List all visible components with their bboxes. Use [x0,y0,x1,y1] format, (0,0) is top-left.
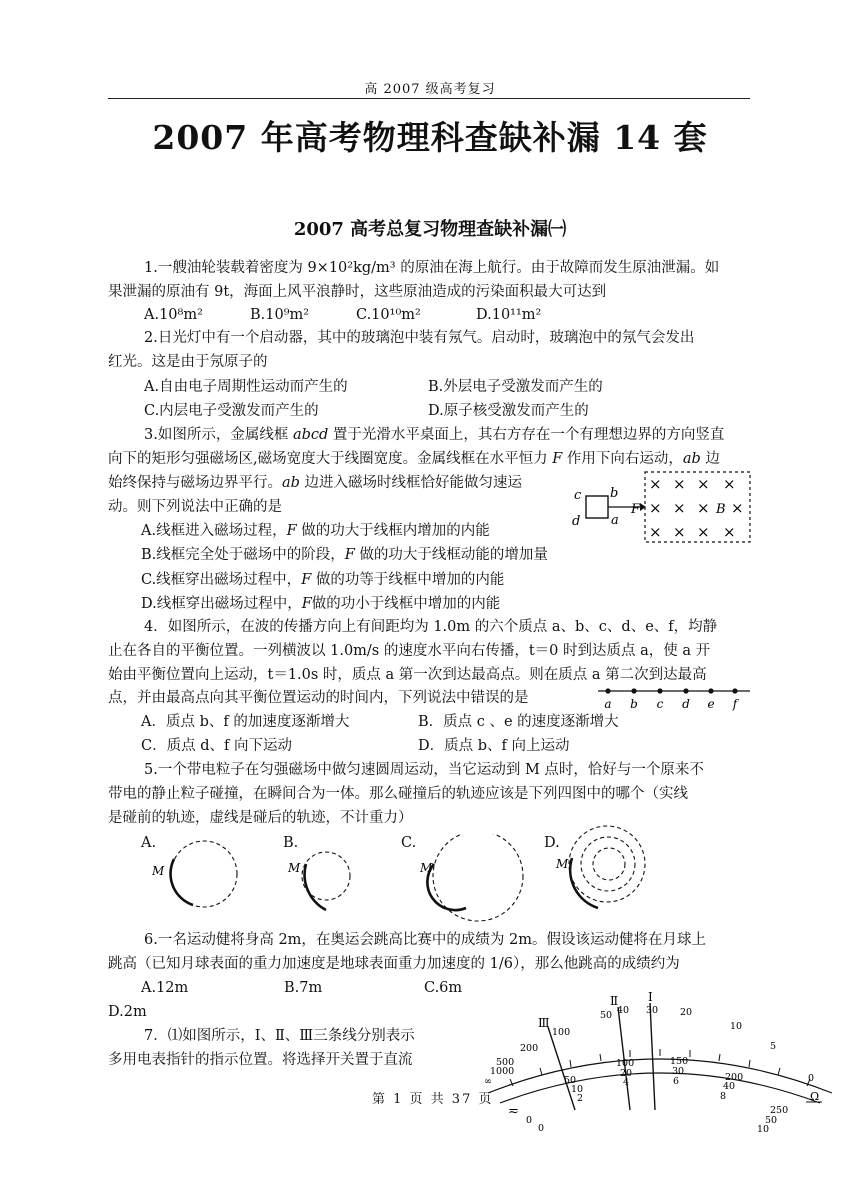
q4-line-4: 点，并由最高点向其平衡位置运动的时间内，下列说法中错误的是 [108,690,529,706]
q2-option-c: C.内层电子受激发而产生的 [144,403,319,419]
q3-option-c: C.线框穿出磁场过程中，F 做的功等于线框中增加的内能 [141,572,505,588]
q1-option-c: C.10¹⁰m² [356,307,421,323]
multimeter-dial-figure [480,985,840,1135]
header-divider [108,98,750,99]
svg-text:4: 4 [623,1077,630,1088]
svg-text:×: × [697,523,710,541]
field-crosses [649,475,744,541]
svg-text:10: 10 [571,1084,584,1095]
svg-text:×: × [723,475,736,493]
svg-text:200: 200 [520,1043,539,1054]
svg-text:×: × [673,523,686,541]
svg-text:40: 40 [617,1005,630,1016]
q6-line-2: 跳高（已知月球表面的重力加速度是地球表面重力加速度的 1/6），那么他跳高的成绩约为 [108,956,680,972]
q4-line-1: 4．如图所示，在波的传播方向上有间距均为 1.0m 的六个质点 a、b、c、d、e、f，均静 [144,619,718,635]
q5-label-c: C. [401,835,417,851]
document-title: 2007 年高考物理科查缺补漏 14 套 [152,118,708,157]
q6-line-1: 6.一名运动健将身高 2m，在奥运会跳高比赛中的成绩为 2m。假设该运动健将在月球上 [144,932,706,948]
svg-text:×: × [731,499,744,517]
svg-text:100: 100 [616,1058,635,1069]
ohm-scale-labels [484,1005,814,1087]
q7-line-2: 多用电表指针的指示位置。将选择开关置于直流 [108,1052,413,1068]
post-collision-path-inner [593,848,625,880]
q2-option-a: A.自由电子周期性运动而产生的 [144,379,348,395]
svg-text:b: b [630,697,638,711]
scale-ticks [510,1049,810,1086]
section-title: 2007 高考总复习物理查缺补漏㈠ [293,219,567,240]
svg-text:50: 50 [564,1075,577,1086]
svg-text:20: 20 [620,1068,633,1079]
point-M: M [152,864,165,878]
svg-text:×: × [649,499,662,517]
pointer-label-I: Ⅰ [648,990,653,1004]
svg-text:500: 500 [496,1057,515,1068]
q5-figure-d [550,818,646,914]
q5-figure-c [418,834,528,922]
q1-option-b: B.10⁹m² [250,307,310,323]
svg-text:200: 200 [725,1072,744,1083]
label-c: c [574,488,582,503]
pre-collision-path [427,864,466,910]
svg-text:×: × [673,499,686,517]
q6-option-a: A.12m [141,980,189,996]
svg-text:10: 10 [757,1124,770,1135]
q5-label-a: A. [141,835,157,851]
q5-line-1: 5.一个带电粒子在匀强磁场中做匀速圆周运动，当它运动到 M 点时，恰好与一个原来不 [144,762,704,778]
svg-text:×: × [723,523,736,541]
q6-option-c: C.6m [424,980,463,996]
svg-text:1000: 1000 [490,1066,515,1077]
wire-frame [586,496,608,518]
q7-line-1: 7．⑴如图所示，Ⅰ、Ⅱ、Ⅲ三条线分别表示 [144,1028,415,1044]
svg-text:×: × [697,499,710,517]
svg-text:30: 30 [672,1066,685,1077]
q3-option-d: D.线框穿出磁场过程中，F做的功小于线框中增加的内能 [141,596,501,612]
svg-text:40: 40 [723,1081,736,1092]
svg-text:×: × [649,523,662,541]
zero-label-1: 0 [526,1115,533,1126]
q1-option-a: A.10⁸m² [144,307,203,323]
q3-option-b: B.线框完全处于磁场中的阶段，F 做的功大于线框动能的增加量 [141,547,548,563]
pointer-label-III: Ⅲ [538,1016,550,1030]
q3-line-1: 3.如图所示，金属线框 abcd 置于光滑水平桌面上，其右方存在一个有理想边界的方向竖直 [144,427,725,443]
svg-text:50: 50 [765,1115,778,1126]
q3-line-4: 动。则下列说法中正确的是 [108,499,282,515]
q3-magnetic-field-figure [568,468,754,548]
pre-collision-path [171,859,193,905]
q5-figure-a [148,834,248,916]
svg-text:∞: ∞ [484,1076,492,1087]
svg-text:5: 5 [770,1041,777,1052]
q2-option-b: B.外层电子受激发而产生的 [428,379,603,395]
q4-option-b: B．质点 c 、e 的速度逐渐增大 [418,714,619,730]
svg-text:10: 10 [730,1021,743,1032]
q1-option-d: D.10¹¹m² [476,307,542,323]
svg-text:250: 250 [770,1105,789,1116]
svg-text:×: × [673,475,686,493]
label-B: B [716,502,726,517]
q3-line-2: 向下的矩形匀强磁场区,磁场宽度大于线圈宽度。金属线框在水平恒力 F 作用下向右运动，ab 边 [108,451,720,467]
svg-text:2: 2 [577,1093,584,1104]
svg-text:50: 50 [600,1010,613,1021]
q4-option-a: A．质点 b、f 的加速度逐渐增大 [141,714,350,730]
pointer-label-II: Ⅱ [610,994,619,1008]
svg-text:d: d [682,697,690,711]
label-F: F [631,502,641,517]
q2-line-1: 2.日光灯中有一个启动器，其中的玻璃泡中装有氖气。启动时，玻璃泡中的氖气会发出 [144,330,695,346]
svg-text:8: 8 [720,1091,727,1102]
q3-line-3: 始终保持与磁场边界平行。ab 边进入磁场时线框恰好能做匀速运 [108,475,523,491]
svg-text:a: a [604,697,612,711]
svg-text:150: 150 [670,1056,689,1067]
ohm-scale-arc [488,1059,832,1093]
point-M: M [420,861,433,875]
ac-symbol: ≂ [508,1104,519,1119]
q1-line-1: 1.一艘油轮装载着密度为 9×10²kg/m³ 的原油在海上航行。由于故障而发生原油泄漏。如 [144,260,720,276]
post-collision-path-middle [581,837,635,891]
svg-text:100: 100 [552,1027,571,1038]
q4-option-d: D．质点 b、f 向上运动 [418,738,570,754]
q3-option-a: A.线框进入磁场过程，F 做的功大于线框内增加的内能 [141,523,490,539]
label-b: b [610,486,619,501]
q4-line-2: 止在各自的平衡位置。一列横波以 1.0m/s 的速度水平向右传播，t＝0 时到达质点 a，使 a 开 [108,643,711,659]
q6-option-d: D.2m [108,1004,147,1020]
label-a: a [611,513,619,528]
page-footer: 第 1 页 共 37 页 [372,1092,494,1107]
point-M: M [288,861,301,875]
q5-figure-b [284,834,364,916]
svg-text:20: 20 [680,1007,693,1018]
q5-line-2: 带电的静止粒子碰撞，在瞬间合为一体。那么碰撞后的轨迹应该是下列四图中的哪个（实线 [108,786,688,802]
q5-label-b: B. [283,835,299,851]
q2-option-d: D.原子核受激发而产生的 [428,403,589,419]
svg-text:f: f [732,697,738,711]
svg-text:30: 30 [646,1005,659,1016]
q5-label-d: D. [544,835,560,851]
svg-text:c: c [656,697,664,711]
q4-wave-points-figure [594,684,754,712]
q4-line-3: 始由平衡位置向上运动，t＝1.0s 时，质点 a 第一次到达最高点。则在质点 a 第二次到达最高 [108,667,707,683]
pre-collision-path [305,864,326,910]
svg-text:0: 0 [808,1073,815,1084]
q6-option-b: B.7m [284,980,323,996]
svg-text:×: × [697,475,710,493]
pointer-I [650,1003,655,1110]
dc-scale-labels [564,1056,788,1135]
svg-text:×: × [649,475,662,493]
q1-line-2: 果泄漏的原油有 9t，海面上风平浪静时，这些原油造成的污染面积最大可达到 [108,284,607,300]
wave-point-labels [604,697,739,711]
q5-line-3: 是碰前的轨迹，虚线是碰后的轨迹，不计重力） [108,810,413,826]
zero-label-2: 0 [538,1123,545,1134]
q2-line-2: 红光。这是由于氖原子的 [108,354,268,370]
svg-text:e: e [707,697,715,711]
page-header: 高 2007 级高考复习 [364,82,496,97]
ohm-symbol: Ω [810,1090,820,1103]
point-M: M [556,857,569,871]
svg-text:6: 6 [673,1076,680,1087]
dc-scale-arc [500,1073,820,1103]
label-d: d [572,514,581,529]
q4-option-c: C．质点 d、f 向下运动 [141,738,292,754]
